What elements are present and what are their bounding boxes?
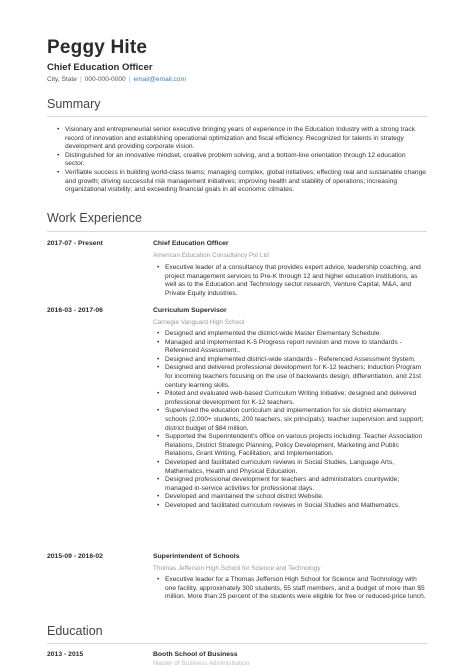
experience-divider (47, 231, 427, 232)
job-organization: Thomas Jefferson High School for Science and Technology (153, 565, 321, 572)
job-role: Curriculum Supervisor (153, 307, 227, 314)
experience-heading: Work Experience (47, 211, 142, 225)
job-dates: 2017-07 - Present (47, 240, 103, 247)
job-role: Chief Education Officer (153, 240, 229, 247)
job-organization: Carnegie Vanguard High School (153, 319, 245, 326)
contact-line: City, State | 000-000-0000 | email@email.com (47, 76, 186, 83)
summary-list (56, 126, 426, 195)
candidate-name: Peggy Hite (47, 37, 148, 58)
job-bullets (156, 264, 428, 298)
job-bullet: • Executive leader for a Thomas Jefferson High School for Science and Technology with one facility, approximately 300 students, 55 staff members, and a budget of more than $5 million. More than 25 percent of the students were eligible for free or reduced-price lunch. (156, 576, 428, 602)
job-bullet: • Managed and implemented K-5 Progress report revision and move to standards - Referenced Assessment.. (156, 339, 428, 356)
job-bullet: • Designed and implemented the district-wide Master Elementary Schedule. (156, 330, 428, 339)
job-role: Superintendent of Schools (153, 553, 240, 560)
job-bullet: • Executive leader of a consultancy that provides expert advice, leadership coaching, and project management services to Pre-K through 12 and higher education institutions, as well as to the Education and Technology sector research, Venture Capital, M&A, and Private Equity industries. (156, 264, 428, 298)
job-bullet: • Developed and maintained the school district Website. (156, 493, 428, 502)
education-degree: Master of Business Administration (153, 660, 250, 667)
job-bullets (156, 330, 428, 510)
email-link[interactable]: email@email.com (133, 76, 186, 83)
job-bullet: • Designed and delivered professional development for K-12 teachers; Induction Program for incoming teachers focusing on the use of backwards design, differentiation, and 21st century learning skills. (156, 364, 428, 390)
job-bullet: • Designed professional development for teachers and administrators countywide; managed in-service activities for professional days. (156, 476, 428, 493)
summary-heading: Summary (47, 97, 101, 111)
job-bullet: • Piloted and evaluated web-based Curriculum Writing Initiative; designed and delivered professional development for K-12 teachers. (156, 390, 428, 407)
education-divider (47, 643, 427, 644)
job-bullet: • Supported the Superintendent's office on various projects including: Teacher Association Relations, District Strategic Planning, Policy Development, Marketing and Public Relations, Grant Writing, Facilitation, and Implementation. (156, 433, 428, 459)
summary-divider (47, 116, 427, 117)
location: City, State (47, 76, 77, 83)
summary-bullet: • Verifiable success in building world-class teams; managing complex, global initiatives; effecting real and sustainable change and growth; driving successful risk management initiatives; improving health and stability of operations; increasing organizational visibility; and exceeding financial goals in all economic climates. (56, 169, 426, 195)
summary-bullet: • Distinguished for an innovative mindset, creative problem solving, and a bottom-line orientation through 12 education sector. (56, 152, 426, 169)
job-bullet: • Developed and facilitated curriculum reviews in Social Studies, Language Arts, Mathematics, Health and Physical Education. (156, 459, 428, 476)
job-dates: 2016-03 - 2017-06 (47, 307, 103, 314)
education-dates: 2013 - 2015 (47, 651, 84, 658)
job-bullet: • Developed and facilitated curriculum reviews in Social Studies and Mathematics. (156, 502, 428, 511)
candidate-title: Chief Education Officer (47, 62, 153, 73)
phone: 000-000-0000 (84, 76, 126, 83)
job-dates: 2015-09 - 2016-02 (47, 553, 103, 560)
job-bullet: • Designed and implemented district-wide standards - Referenced Assessment System. (156, 356, 428, 365)
job-bullets (156, 576, 428, 602)
job-organization: American Education Consultancy Pvt Ltd (153, 252, 269, 259)
education-school: Booth School of Business (153, 651, 238, 658)
education-heading: Education (47, 624, 103, 638)
job-bullet: • Supervised the education curriculum and implementation for six district elementary schools (2,000+ students, 200 teachers, six principals); teacher supervision and support; district budget of $84 million. (156, 407, 428, 433)
summary-bullet: • Visionary and entrepreneurial senior executive bringing years of experience in the Education Industry with a strong track record of innovation and establishing operational optimization and fiscal efficiency. Recognized for talents in strategy development and providing corporate vision. (56, 126, 426, 152)
